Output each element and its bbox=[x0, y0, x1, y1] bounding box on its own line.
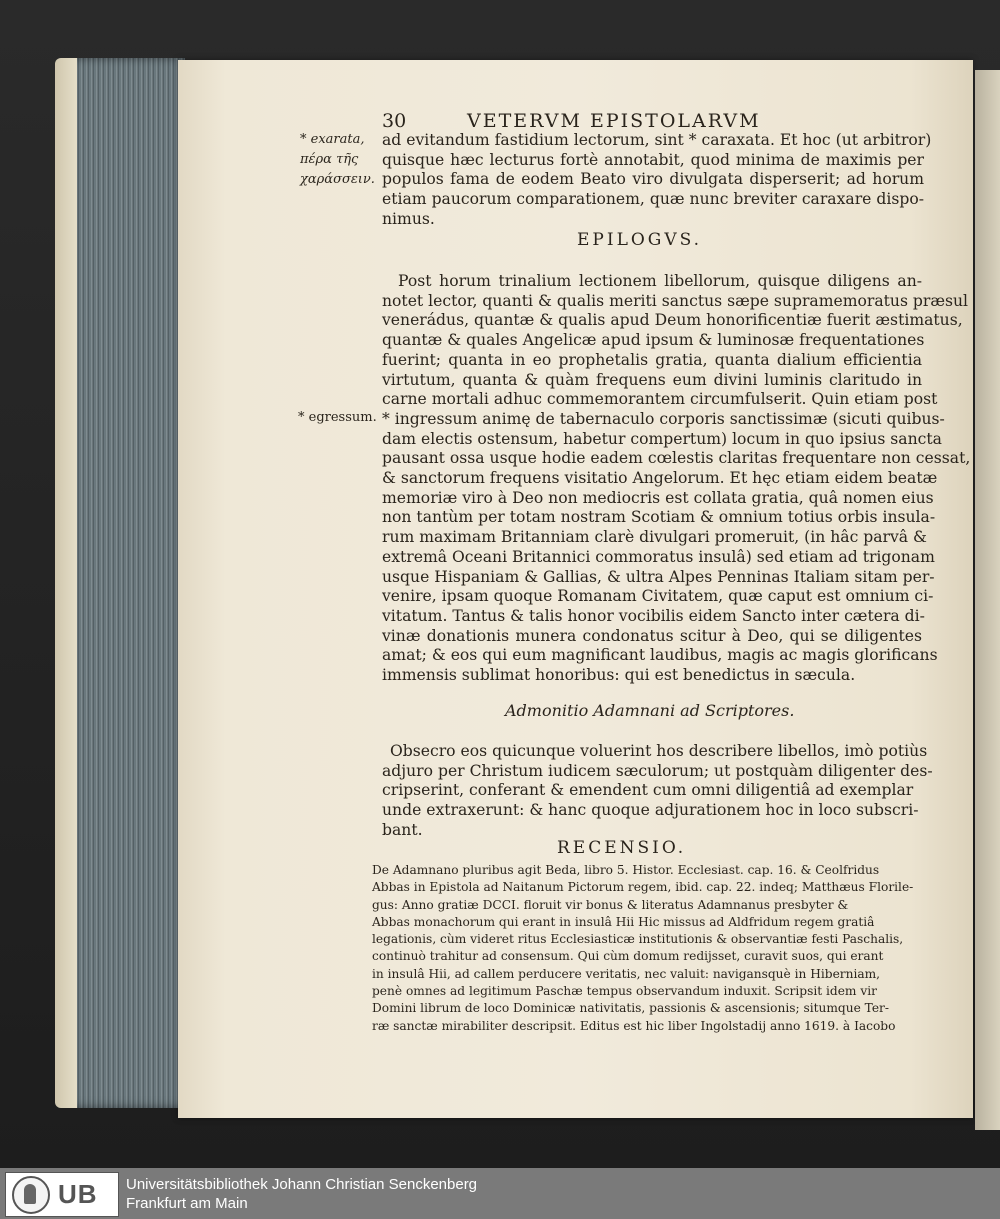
admonitio-paragraph bbox=[382, 742, 933, 841]
text-line: quisque hæc lecturus fortè annotabit, quod minima de maximis per bbox=[382, 150, 924, 169]
text-line: vinæ donationis munera condonatus scitur à Deo, qui se diligentes bbox=[382, 626, 922, 645]
library-name-line1: Universitätsbibliothek Johann Christian Senckenberg bbox=[126, 1176, 478, 1193]
text-line: carne mortali adhuc commemorantem circumfulserit. Quin etiam post bbox=[382, 390, 938, 409]
recensio-paragraph bbox=[372, 862, 913, 1035]
text-line: venerádus, quantæ & qualis apud Deum honorificentiæ fuerit æstimatus, bbox=[382, 311, 963, 330]
facing-page-edge bbox=[975, 70, 1000, 1130]
margin-note-egressum: * egressum. bbox=[298, 410, 377, 425]
library-footer bbox=[0, 1168, 1000, 1219]
text-line: Abbas in Epistola ad Naitanum Pictorum regem, ibid. cap. 22. indeq; Matthæus Florile- bbox=[372, 880, 914, 895]
text-line: amat; & eos qui eum magnificant laudibus, magis ac magis glorificans bbox=[382, 646, 938, 665]
seal-icon bbox=[12, 1176, 50, 1214]
epilogus-heading: EPILOGVS. bbox=[577, 230, 703, 250]
text-line: quantæ & quales Angelicæ apud ipsum & luminosæ frequentationes bbox=[382, 331, 925, 350]
text-line: cripserint, conferant & emendent cum omni diligentiâ ad exemplar bbox=[382, 781, 914, 800]
text-line: continuò trahitur ad consensum. Qui cùm domum redijsset, curavit suos, qui erant bbox=[372, 949, 884, 964]
text-line: adjuro per Christum iudicem sæculorum; ut postquàm diligenter des- bbox=[382, 761, 933, 780]
text-line: gus: Anno gratiæ DCCI. floruit vir bonus & literatus Adamnanus presbyter & bbox=[372, 897, 849, 912]
text-line: rum maximam Britanniam clarè divulgari promeruit, (in hâc parvâ & bbox=[382, 528, 927, 547]
text-line: ræ sanctæ mirabiliter descripsit. Editus est hic liber Ingolstadij anno 1619. à Iacobo bbox=[372, 1018, 896, 1033]
text-line: penè omnes ad legitimum Paschæ tempus observandum induxit. Scripsit idem vir bbox=[372, 984, 877, 999]
library-name-line2: Frankfurt am Main bbox=[126, 1195, 248, 1212]
text-line: Post horum trinalium lectionem libellorum, quisque diligens an- bbox=[398, 272, 922, 290]
book-page-edges bbox=[55, 58, 185, 1108]
text-line: venire, ipsam quoque Romanam Civitatem, quæ caput est omnium ci- bbox=[382, 587, 934, 606]
text-line: non tantùm per totam nostram Scotiam & omnium totius orbis insula- bbox=[382, 508, 936, 527]
text-line: virtutum, quanta & quàm frequens eum divini luminis claritudo in bbox=[382, 370, 922, 389]
text-line: populos fama de eodem Beato viro divulgata disperserit; ad horum bbox=[382, 170, 924, 189]
text-line: nimus. bbox=[382, 209, 435, 228]
running-head-title: VETERVM EPISTOLARVM bbox=[467, 110, 761, 132]
text-line: in insulâ Hii, ad callem perducere veritatis, nec valuit: navigansquè in Hiberniam, bbox=[372, 966, 881, 981]
text-line: * ingressum animę de tabernaculo corporis sanctissimæ (sicuti quibus- bbox=[382, 409, 945, 428]
library-name bbox=[126, 1175, 477, 1213]
text-line: Obsecro eos quicunque voluerint hos describere libellos, imò potiùs bbox=[390, 742, 928, 760]
text-line: usque Hispaniam & Gallias, & ultra Alpes Penninas Italiam sitam per- bbox=[382, 567, 935, 586]
text-line: & sanctorum frequens visitatio Angelorum. Et hęc etiam eidem beatæ bbox=[382, 469, 938, 488]
margin-note-line: * exarata, bbox=[300, 132, 365, 147]
text-line: extremâ Oceani Britannici commoratus insulâ) sed etiam ad trigonam bbox=[382, 547, 935, 566]
text-line: dam electis ostensum, habetur compertum) locum in quo ipsius sancta bbox=[382, 429, 942, 448]
admonitio-title: Admonitio Adamnani ad Scriptores. bbox=[505, 701, 795, 720]
text-line: etiam paucorum comparationem, quæ nunc breviter caraxare dispo- bbox=[382, 190, 924, 209]
text-line: unde extraxerunt: & hanc quoque adjurationem hoc in loco subscri- bbox=[382, 801, 919, 820]
text-line: Abbas monachorum qui erant in insulâ Hii Hic missus ad Aldfridum regem gratiâ bbox=[372, 914, 875, 929]
running-head bbox=[382, 110, 912, 132]
text-line: ad evitandum fastidium lectorum, sint * caraxata. Et hoc (ut arbitror) bbox=[382, 131, 932, 149]
page-number: 30 bbox=[382, 110, 407, 132]
epilogus-paragraph bbox=[382, 272, 971, 686]
margin-note-line: χαράσσειν. bbox=[300, 172, 375, 187]
text-line: legationis, cùm videret ritus Ecclesiasticæ institutionis & observantiæ festi Paschalis, bbox=[372, 932, 904, 947]
margin-note-line: πέρα τῆς bbox=[300, 152, 359, 167]
recensio-heading: RECENSIO. bbox=[557, 838, 687, 858]
text-line: memoriæ viro à Deo non mediocris est collata gratia, quâ nomen eius bbox=[382, 488, 934, 507]
intro-paragraph bbox=[382, 131, 932, 230]
text-line: pausant ossa usque hodie eadem cœlestis claritas frequentare non cessat, bbox=[382, 449, 971, 468]
text-line: vitatum. Tantus & talis honor vocibilis eidem Sancto inter cætera di- bbox=[382, 606, 925, 625]
text-line: immensis sublimat honoribus: qui est benedictus in sæcula. bbox=[382, 666, 856, 685]
text-line: bant. bbox=[382, 820, 423, 839]
margin-note-greek bbox=[300, 130, 375, 190]
text-line: fuerint; quanta in eo prophetalis gratia, quanta dialium efficientia bbox=[382, 350, 922, 369]
ub-logo[interactable] bbox=[5, 1172, 119, 1217]
text-line: Domini librum de loco Dominicæ nativitatis, passionis & ascensionis; situmque Ter- bbox=[372, 1001, 889, 1016]
text-line: notet lector, quanti & qualis meriti sanctus sæpe supramemoratus præsul bbox=[382, 291, 969, 310]
text-line: De Adamnano pluribus agit Beda, libro 5. Histor. Ecclesiast. cap. 16. & Ceolfridus bbox=[372, 863, 880, 877]
logo-text: UB bbox=[58, 1179, 98, 1209]
